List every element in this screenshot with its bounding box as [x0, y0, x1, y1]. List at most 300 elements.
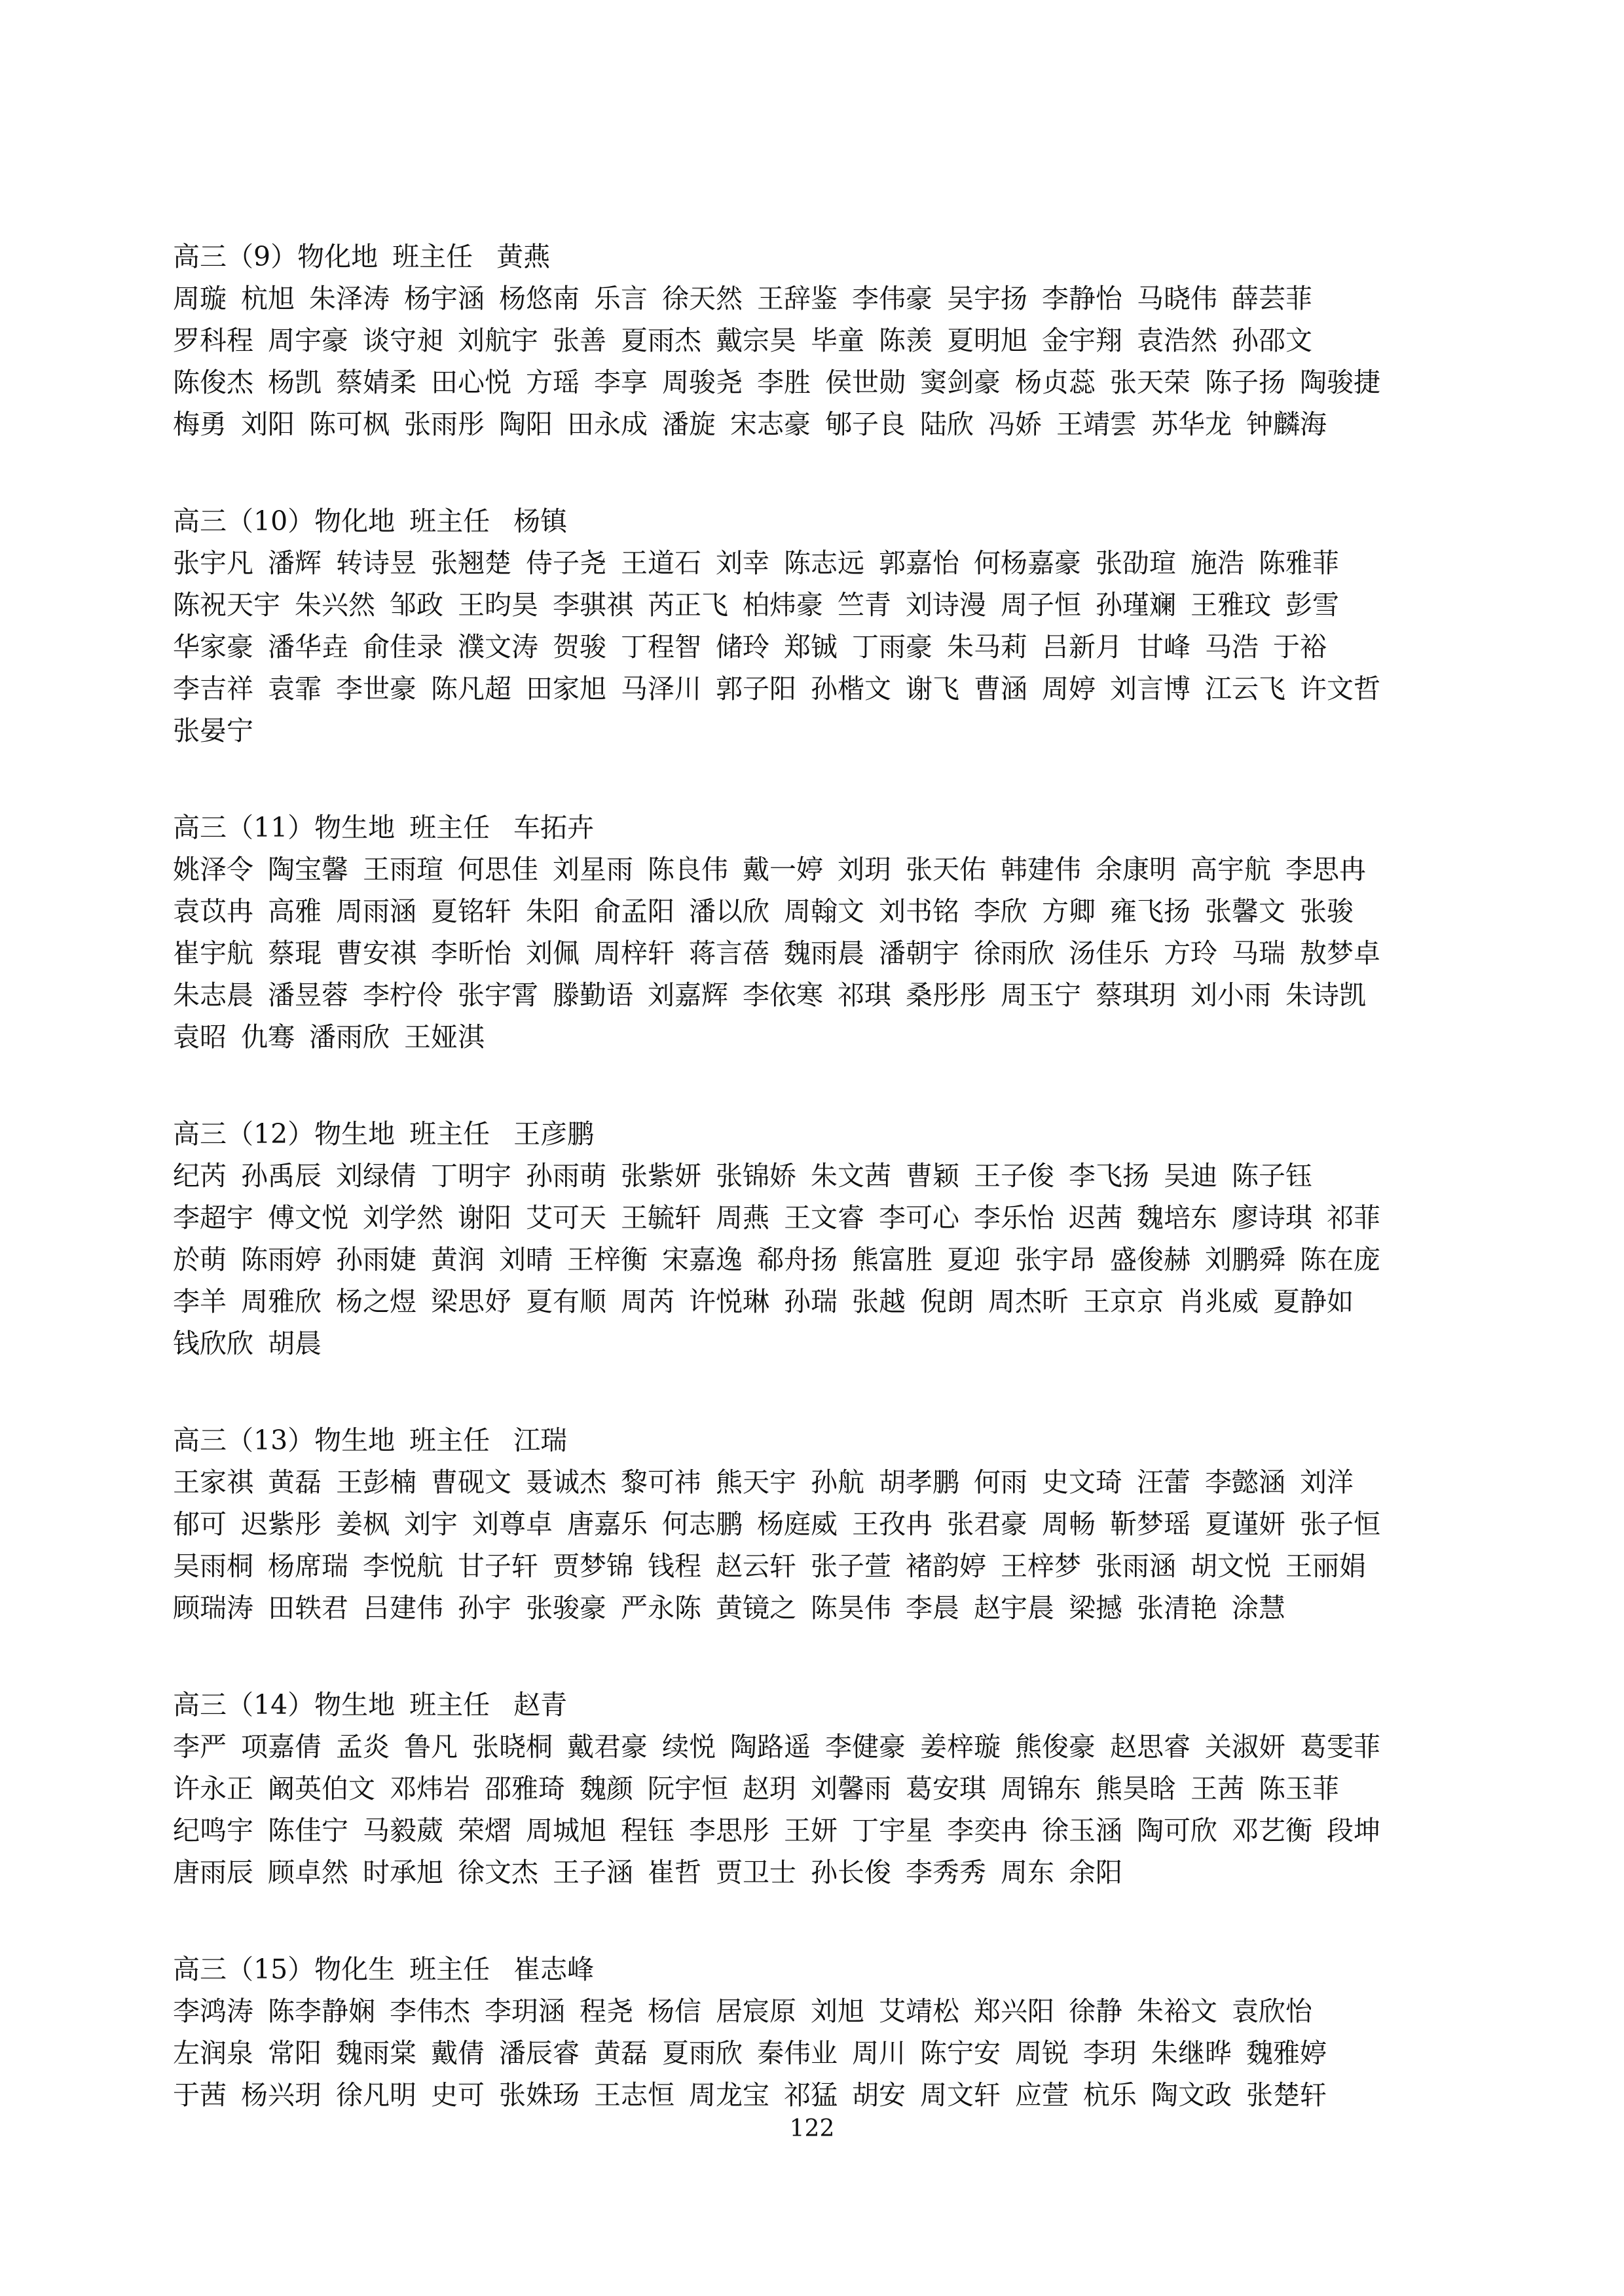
student-name: 王家祺: [173, 1467, 253, 1498]
student-name: 夏铭轩: [431, 896, 511, 927]
student-name: 韩建伟: [1001, 854, 1081, 885]
student-name: 乐言: [594, 283, 648, 314]
student-name: 杨席瑞: [268, 1550, 348, 1582]
student-name: 李玥涵: [485, 1995, 565, 2027]
teacher-label: 班主任: [409, 505, 490, 537]
student-name-row: [173, 890, 1476, 932]
class-heading: [173, 1684, 1476, 1726]
student-name-row: [173, 2074, 1476, 2116]
student-name: 张君豪: [947, 1508, 1027, 1540]
student-name: 周川: [852, 2037, 906, 2069]
student-name: 丁雨豪: [852, 631, 932, 663]
class-name: 高三（15）物化生: [173, 1954, 396, 1985]
student-name: 赵思睿: [1110, 1731, 1190, 1762]
student-name: 金宇翔: [1042, 325, 1122, 356]
student-name: 纪鸣宇: [173, 1815, 253, 1846]
student-name: 钱程: [648, 1550, 701, 1582]
student-name: 王梓衡: [567, 1244, 648, 1275]
student-name: 王子俊: [974, 1160, 1054, 1192]
student-name: 梅勇: [173, 409, 227, 440]
student-name: 潘昱蓉: [268, 979, 348, 1011]
student-name: 孙瑞: [784, 1286, 838, 1317]
student-name: 丁明宇: [431, 1160, 511, 1192]
student-name: 彭雪: [1285, 589, 1339, 621]
student-name: 艾靖松: [879, 1995, 959, 2027]
student-name: 郁可: [173, 1508, 227, 1540]
student-name: 郭嘉怡: [879, 547, 959, 579]
teacher-name: 赵青: [513, 1689, 568, 1721]
student-name: 唐雨辰: [173, 1857, 253, 1888]
student-name: 刘星雨: [553, 854, 633, 885]
student-name: 于裕: [1273, 631, 1327, 663]
student-name: 冯娇: [988, 409, 1042, 440]
student-name: 曹颖: [906, 1160, 959, 1192]
teacher-label: 班主任: [409, 1425, 490, 1456]
student-name: 魏培东: [1137, 1202, 1217, 1233]
student-name: 涂慧: [1232, 1592, 1285, 1624]
student-name: 夏明旭: [947, 325, 1027, 356]
student-name: 张天佑: [906, 854, 986, 885]
class-section: [173, 1113, 1476, 1364]
class-name: 高三（10）物化地: [173, 505, 396, 537]
student-name: 陈子钰: [1232, 1160, 1312, 1192]
student-name: 赵宇晨: [974, 1592, 1054, 1624]
student-name: 袁霏: [268, 673, 322, 704]
student-name: 陈祝天宇: [173, 589, 280, 621]
student-name: 倪朗: [920, 1286, 974, 1317]
student-name: 李秀秀: [906, 1857, 986, 1888]
student-name: 张劭瑄: [1096, 547, 1176, 579]
student-name: 王文睿: [784, 1202, 864, 1233]
student-name-row: [173, 848, 1476, 890]
student-name: 徐凡明: [336, 2079, 416, 2111]
class-section: [173, 236, 1476, 445]
class-name: 高三（13）物生地: [173, 1425, 396, 1456]
student-name: 李思彤: [689, 1815, 769, 1846]
teacher-label: 班主任: [409, 1118, 490, 1150]
student-name: 褚韵婷: [906, 1550, 986, 1582]
student-name: 孙瑾斓: [1096, 589, 1176, 621]
student-name: 郑铖: [784, 631, 838, 663]
student-name: 袁苡冉: [173, 896, 253, 927]
student-name: 黎可祎: [621, 1467, 701, 1498]
student-name: 柏炜豪: [743, 589, 823, 621]
student-name-row: [173, 361, 1476, 403]
student-name: 谢飞: [906, 673, 959, 704]
student-name: 傅文悦: [268, 1202, 348, 1233]
student-name: 侍子尧: [526, 547, 606, 579]
student-name: 王梓梦: [1001, 1550, 1081, 1582]
student-name: 姜枫: [336, 1508, 390, 1540]
student-name: 靳梦瑶: [1110, 1508, 1190, 1540]
student-name: 项嘉倩: [241, 1731, 322, 1762]
student-name: 陈俊杰: [173, 367, 253, 398]
student-name: 肖兆威: [1178, 1286, 1259, 1317]
student-name: 朱马莉: [947, 631, 1027, 663]
student-name: 竺青: [838, 589, 891, 621]
student-name: 李玥: [1083, 2037, 1137, 2069]
student-name: 袁浩然: [1137, 325, 1217, 356]
student-name: 宋嘉逸: [662, 1244, 743, 1275]
student-name: 邹政: [390, 589, 443, 621]
student-name: 刘嘉辉: [648, 979, 728, 1011]
student-name: 刘馨雨: [811, 1773, 891, 1804]
student-name: 周梓轩: [594, 938, 674, 969]
student-name: 蔡婧柔: [336, 367, 416, 398]
class-name: 高三（12）物生地: [173, 1118, 396, 1150]
class-heading: [173, 236, 1476, 278]
student-name-row: [173, 584, 1476, 626]
student-name: 周璇: [173, 283, 227, 314]
student-name: 苏华龙: [1151, 409, 1232, 440]
student-name-row: [173, 1016, 1476, 1058]
student-name: 刘学然: [363, 1202, 443, 1233]
student-name-row: [173, 403, 1476, 445]
student-name: 张晏宁: [173, 715, 253, 746]
student-name: 戴宗昊: [716, 325, 796, 356]
student-name: 王志恒: [594, 2079, 674, 2111]
student-name: 许永正: [173, 1773, 253, 1804]
student-name: 纪芮: [173, 1160, 227, 1192]
student-name: 何思佳: [458, 854, 538, 885]
student-name: 马泽川: [621, 673, 701, 704]
student-name: 毕童: [811, 325, 864, 356]
student-name: 陈在庞: [1300, 1244, 1380, 1275]
student-name: 许文哲: [1300, 673, 1380, 704]
student-name: 梁撼: [1069, 1592, 1122, 1624]
student-name: 刘旭: [811, 1995, 864, 2027]
student-name-row: [173, 1281, 1476, 1322]
student-name: 周骏尧: [662, 367, 743, 398]
student-name: 杨宇涵: [404, 283, 485, 314]
teacher-name: 江瑞: [513, 1425, 568, 1456]
student-name: 陈子扬: [1205, 367, 1285, 398]
class-heading: [173, 1948, 1476, 1990]
student-name: 李悦航: [363, 1550, 443, 1582]
student-name: 时承旭: [363, 1857, 443, 1888]
student-name: 潘朝宇: [879, 938, 959, 969]
student-name: 许悦琳: [689, 1286, 769, 1317]
student-name: 田永成: [567, 409, 648, 440]
student-name: 刘小雨: [1190, 979, 1271, 1011]
student-name: 刘幸: [716, 547, 769, 579]
student-name: 蒋言蓓: [689, 938, 769, 969]
student-name: 余阳: [1069, 1857, 1122, 1888]
teacher-label: 班主任: [409, 1954, 490, 1985]
teacher-name: 杨镇: [513, 505, 568, 537]
student-name: 王靖雲: [1056, 409, 1137, 440]
student-name: 李世豪: [336, 673, 416, 704]
class-heading: [173, 1113, 1476, 1155]
student-name: 钱欣欣: [173, 1328, 253, 1359]
teacher-label: 班主任: [409, 812, 490, 843]
student-name: 潘华垚: [268, 631, 348, 663]
student-name: 田心悦: [431, 367, 511, 398]
student-name: 王雨瑄: [363, 854, 443, 885]
student-name: 方瑶: [526, 367, 580, 398]
student-name: 李羊: [173, 1286, 227, 1317]
student-name: 盛俊赫: [1110, 1244, 1190, 1275]
student-name: 周燕: [716, 1202, 769, 1233]
student-name: 张楚轩: [1246, 2079, 1327, 2111]
student-name: 俞孟阳: [594, 896, 674, 927]
student-name: 李鸿涛: [173, 1995, 253, 2027]
student-name: 吕新月: [1042, 631, 1122, 663]
student-name: 张越: [852, 1286, 906, 1317]
student-name: 汪蕾: [1137, 1467, 1190, 1498]
student-name: 李可心: [879, 1202, 959, 1233]
student-name: 杨庭威: [757, 1508, 838, 1540]
student-name: 周杰昕: [988, 1286, 1069, 1317]
student-name: 周子恒: [1001, 589, 1081, 621]
student-name: 朱志晨: [173, 979, 253, 1011]
student-name: 朱阳: [526, 896, 580, 927]
student-name: 张馨文: [1205, 896, 1285, 927]
student-name: 刘书铭: [879, 896, 959, 927]
student-name: 赵云轩: [716, 1550, 796, 1582]
student-name: 陶骏捷: [1300, 367, 1380, 398]
student-name: 徐文杰: [458, 1857, 538, 1888]
student-name: 窦剑豪: [920, 367, 1001, 398]
student-name: 吕建伟: [363, 1592, 443, 1624]
student-name: 何杨嘉豪: [974, 547, 1081, 579]
student-name: 黄磊: [268, 1467, 322, 1498]
student-name: 王丽娟: [1285, 1550, 1366, 1582]
student-name: 濮文涛: [458, 631, 538, 663]
student-name: 刘阳: [241, 409, 295, 440]
student-name: 李享: [594, 367, 648, 398]
class-section: [173, 1684, 1476, 1893]
student-name: 高宇航: [1190, 854, 1271, 885]
student-name: 张子萱: [811, 1550, 891, 1582]
student-name: 贺骏: [553, 631, 606, 663]
student-name: 姜梓璇: [920, 1731, 1001, 1762]
student-name: 潘雨欣: [309, 1021, 390, 1053]
student-name: 杨信: [648, 1995, 701, 2027]
student-name: 周锐: [1015, 2037, 1069, 2069]
student-name: 陶文政: [1151, 2079, 1232, 2111]
student-name: 王道石: [621, 547, 701, 579]
student-name: 桑彤彤: [906, 979, 986, 1011]
student-name: 徐玉涵: [1042, 1815, 1122, 1846]
student-name: 华家豪: [173, 631, 253, 663]
student-name: 甘子轩: [458, 1550, 538, 1582]
student-name: 艾可天: [526, 1202, 606, 1233]
student-name: 李超宇: [173, 1202, 253, 1233]
student-name: 周畅: [1042, 1508, 1096, 1540]
student-name: 蔡琪玥: [1096, 979, 1176, 1011]
student-name: 续悦: [662, 1731, 716, 1762]
student-name: 王妍: [784, 1815, 838, 1846]
student-name: 孙禹辰: [241, 1160, 322, 1192]
student-name: 张宇昂: [1015, 1244, 1096, 1275]
student-name: 孟炎: [336, 1731, 390, 1762]
student-name: 顾卓然: [268, 1857, 348, 1888]
student-name: 周城旭: [526, 1815, 606, 1846]
student-name: 葛雯菲: [1300, 1731, 1380, 1762]
student-name: 张善: [553, 325, 606, 356]
student-name: 陈良伟: [648, 854, 728, 885]
student-name: 江云飞: [1205, 673, 1285, 704]
student-name: 祁猛: [784, 2079, 838, 2111]
student-name: 阚英伯文: [268, 1773, 375, 1804]
student-name: 于茜: [173, 2079, 227, 2111]
student-name: 袁昭: [173, 1021, 227, 1053]
student-name: 袁欣怡: [1232, 1995, 1312, 2027]
student-name: 杭旭: [241, 283, 295, 314]
student-name: 张雨彤: [404, 409, 485, 440]
student-name: 祁琪: [838, 979, 891, 1011]
teacher-name: 黄燕: [496, 241, 551, 272]
student-name: 夏雨欣: [662, 2037, 743, 2069]
student-name: 左润泉: [173, 2037, 253, 2069]
student-name-row: [173, 1155, 1476, 1197]
student-name: 邓艺衡: [1232, 1815, 1312, 1846]
class-name: 高三（14）物生地: [173, 1689, 396, 1721]
student-name: 顾瑞涛: [173, 1592, 253, 1624]
student-name-row: [173, 1197, 1476, 1239]
student-name: 李飞扬: [1069, 1160, 1149, 1192]
student-name: 於萌: [173, 1244, 227, 1275]
student-name: 王雅玟: [1190, 589, 1271, 621]
student-name: 张翘楚: [431, 547, 511, 579]
student-name: 徐雨欣: [974, 938, 1054, 969]
student-name: 刘晴: [499, 1244, 553, 1275]
student-name: 朱兴然: [295, 589, 375, 621]
student-name: 芮正飞: [648, 589, 728, 621]
student-name: 陈昊伟: [811, 1592, 891, 1624]
student-name-row: [173, 1461, 1476, 1503]
student-name: 程尧: [580, 1995, 633, 2027]
student-name: 雍飞扬: [1110, 896, 1190, 927]
student-name: 胡孝鹏: [879, 1467, 959, 1498]
student-name: 陶宝馨: [268, 854, 348, 885]
student-name: 阮宇恒: [648, 1773, 728, 1804]
student-name: 郑兴阳: [974, 1995, 1054, 2027]
student-name: 魏雨棠: [336, 2037, 416, 2069]
student-name: 蔡琨: [268, 938, 322, 969]
student-name: 薛芸菲: [1232, 283, 1312, 314]
student-name: 何志鹏: [662, 1508, 743, 1540]
student-name: 曹砚文: [431, 1467, 511, 1498]
class-section: [173, 807, 1476, 1058]
student-name: 李欣: [974, 896, 1027, 927]
student-name: 马浩: [1205, 631, 1259, 663]
class-heading: [173, 500, 1476, 542]
student-name: 戴君豪: [567, 1731, 648, 1762]
student-name-row: [173, 1726, 1476, 1768]
student-name-row: [173, 1990, 1476, 2032]
student-name: 李骐祺: [553, 589, 633, 621]
student-name: 李胜: [757, 367, 811, 398]
student-name-row: [173, 932, 1476, 974]
student-name: 张骏: [1300, 896, 1354, 927]
student-name: 李吉祥: [173, 673, 253, 704]
student-name: 朱裕文: [1137, 1995, 1217, 2027]
student-name: 应萱: [1015, 2079, 1069, 2111]
student-name-row: [173, 1322, 1476, 1364]
student-name: 迟茜: [1069, 1202, 1122, 1233]
student-name: 周翰文: [784, 896, 864, 927]
student-name: 周东: [1001, 1857, 1054, 1888]
student-name: 丁程智: [621, 631, 701, 663]
student-name-row: [173, 1503, 1476, 1545]
student-name: 熊俊豪: [1015, 1731, 1096, 1762]
student-name: 刘诗漫: [906, 589, 986, 621]
student-name: 陈佳宁: [268, 1815, 348, 1846]
student-name: 李健豪: [825, 1731, 906, 1762]
class-name: 高三（11）物生地: [173, 812, 396, 843]
student-name: 贾梦锦: [553, 1550, 633, 1582]
student-name: 俞佳录: [363, 631, 443, 663]
student-name: 祁菲: [1327, 1202, 1380, 1233]
student-name: 张宇霄: [458, 979, 538, 1011]
student-name: 周玉宁: [1001, 979, 1081, 1011]
teacher-name: 车拓卉: [513, 812, 595, 843]
student-name: 王毓轩: [621, 1202, 701, 1233]
student-name: 孙宇: [458, 1592, 511, 1624]
student-name: 唐嘉乐: [567, 1508, 648, 1540]
student-name: 张宇凡: [173, 547, 253, 579]
student-name: 杨悠南: [499, 283, 580, 314]
student-name: 朱泽涛: [309, 283, 390, 314]
student-name: 常阳: [268, 2037, 322, 2069]
student-name: 郭子阳: [716, 673, 796, 704]
student-name-row: [173, 319, 1476, 361]
student-name: 周文轩: [920, 2079, 1001, 2111]
student-name: 周雅欣: [241, 1286, 322, 1317]
student-name: 周宇豪: [268, 325, 348, 356]
student-name-row: [173, 542, 1476, 584]
student-name: 王昀昊: [458, 589, 538, 621]
student-name: 侯世勋: [825, 367, 906, 398]
student-name: 陈玉菲: [1259, 1773, 1339, 1804]
student-name: 张天荣: [1110, 367, 1190, 398]
student-name: 孙航: [811, 1467, 864, 1498]
student-name: 王茜: [1190, 1773, 1244, 1804]
class-heading: [173, 807, 1476, 848]
student-name: 黄磊: [594, 2037, 648, 2069]
student-name: 戴一婷: [743, 854, 823, 885]
student-name: 魏雅婷: [1246, 2037, 1327, 2069]
student-name: 李奕冉: [947, 1815, 1027, 1846]
student-name: 郇子良: [825, 409, 906, 440]
student-name-row: [173, 1768, 1476, 1810]
student-name: 孙楷文: [811, 673, 891, 704]
student-name-row: [173, 1239, 1476, 1281]
student-name: 陈凡超: [431, 673, 511, 704]
student-name: 夏静如: [1273, 1286, 1354, 1317]
student-name: 黄润: [431, 1244, 485, 1275]
student-name: 黄镜之: [716, 1592, 796, 1624]
student-name: 姚泽令: [173, 854, 253, 885]
student-name: 汤佳乐: [1069, 938, 1149, 969]
student-name: 李伟杰: [390, 1995, 470, 2027]
student-name: 丁宇星: [852, 1815, 932, 1846]
student-name: 张雨涵: [1096, 1550, 1176, 1582]
student-name: 陈羡: [879, 325, 932, 356]
student-name: 潘旋: [662, 409, 716, 440]
student-name: 迟紫彤: [241, 1508, 322, 1540]
student-name: 周锦东: [1001, 1773, 1081, 1804]
class-section: [173, 1948, 1476, 2116]
student-name: 朱继晔: [1151, 2037, 1232, 2069]
student-name: 张晓桐: [472, 1731, 553, 1762]
teacher-label: 班主任: [409, 1689, 490, 1721]
student-name: 刘航宇: [458, 325, 538, 356]
student-name: 潘以欣: [689, 896, 769, 927]
student-name-row: [173, 1810, 1476, 1851]
